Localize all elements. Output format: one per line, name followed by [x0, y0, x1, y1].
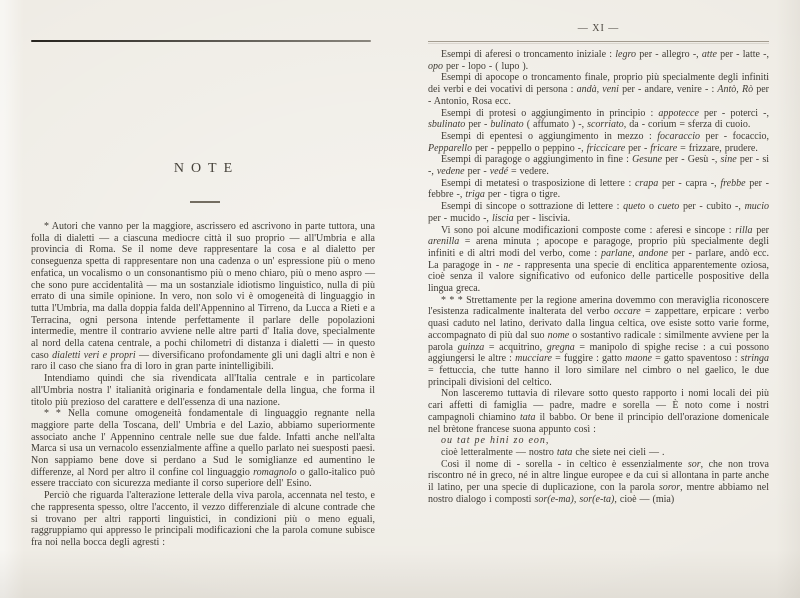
quote-translation: cioè letteralmente — nostro tata che siete nei cieli — . [441, 446, 665, 458]
right-page [428, 0, 769, 598]
footnote-paragraph [31, 221, 375, 373]
paragraph-text: Intendiamo quindi che sia rivendicata all'Italia centrale e in particolare all'Umbria nostra l' italianità originaria e fondamentale della lingua, che forma il titolo più prezioso del carattere e dell'essenza di una nazione. [31, 373, 375, 408]
footnote-paragraph [428, 388, 769, 435]
footnote-paragraph [31, 408, 375, 490]
page-number: — XI — [577, 23, 620, 34]
footnote-paragraph [428, 72, 769, 107]
footnote-paragraph [428, 225, 769, 295]
paragraph-text: Perciò che riguarda l'alterazione letterale della viva parola, accennata nel testo, e che rappresenta spesso, oltre l'accento, il vezzo differenziale di alcune contrade che si trovano per altri rapporti linguistici, in condizioni più o meno eguali, raggruppiamo qui appresso le principali modificazioni che la parola comune subisce fra noi nella bocca degli agresti : [31, 490, 375, 548]
footnote-paragraph [428, 131, 769, 154]
footnote-paragraph [428, 201, 769, 224]
footnote-marker: * * [44, 408, 68, 420]
paragraph-text: Esempi di aferesi o troncamento iniziale : legro per - allegro -, atte per - latte -, opo per - lopo - ( lupo ). [428, 49, 770, 72]
breton-quote: ou tat pe hini zo eon, [441, 435, 550, 447]
notes-title-underline [190, 201, 220, 203]
footnote-paragraph: Così il nome di - sorella - in celtico è essenzialmente sor, che non trova riscontro né in greco, né in altre lingue europee e da cui si allontana in parte anche il latino, per una specie di duplicazione, con la parola soror, mentre abbiamo nel nostro dialogo i composti sor(e-ma), sor(e-ta), cioè — (mia) [428, 458, 769, 505]
notes-title: NOTE [173, 161, 240, 176]
footnote-paragraph [428, 178, 769, 201]
footnote-paragraph [31, 373, 375, 408]
paragraph-text: Non lasceremo tuttavia di rilevare sotto questo rapporto i nomi locali dei più cari affetti di famiglia — padre, madre e sorella — È noto come i nostri campagnoli chiamino tata il babbo. Or bene il principio dell'orazione domenicale nel brètone francese suona appunto così : [428, 388, 769, 435]
footnote-paragraph [428, 154, 769, 177]
footnote-paragraph [428, 295, 769, 389]
paragraph-text: Esempi di sincope o sottrazione di lettere : queto o cueto per - cubito -, mucio per - mucido -, liscia per - liscivia. [428, 201, 770, 224]
left-page-header-rule [31, 40, 371, 42]
paragraph-text: Esempi di metatesi o trasposizione di lettere : crapa per - capra -, frebbe per - febbre -, triga per - tigra o tigre. [428, 177, 769, 201]
footnote-marker: * * * [441, 294, 467, 306]
footnote-marker: * [44, 221, 52, 232]
footnote-paragraph [428, 49, 769, 72]
paragraph-text: Esempi di paragoge o aggiungimento in fine : Gesune per - Gesù -, sine per - si -, vedene per - vedé = vedere. [428, 154, 769, 178]
right-page-header-rule [428, 41, 769, 42]
paragraph-text: Esempi di protesi o aggiungimento in principio : appotecce per - poterci -, sbulinato per - bulinato ( affumato ) -, scorriato, da - corium = sferza di cuoio. [428, 107, 769, 131]
paragraph-text: Autori che vanno per la maggiore, ascrissero ed ascrivono in parte tuttora, una folla di dialetti — a ciascuna mediocre città il suo proprio — all'Umbria e alla provincia di Roma. Se il nome deve rappresentare la cosa e al dialetto per conseguenza spetta di rappresentare non una cadenza o un' espressione più o meno enfatica, un vocalismo o un consonantismo più o meno chiaro, più o meno aspro — che sono pure accidentalità — ma un sostanziale idiotismo linguistico, nulla di più errato di una simile opinione. In vero, non solo vi è omogeneità di linguaggio in tutta l'Umbria, ma dalla doppia falda dell'Appennino al Tirreno, da Lucca a Rieti e a Terracina, ogni persona intende perfettamente il parlare delle popolazioni intermedie, mentre il contrario avviene nelle altre parti d' Italia dove, specialmente al nord della catena centrale, a pochi chilometri di distanza i dialetti — in questo caso dialetti veri e propri — diversificano profondamente gli uni dagli altri e non è raro il caso che siano fra di loro in gran parte inintelligibili. [31, 221, 375, 373]
paragraph-text: Vi sono poi alcune modificazioni composte come : aferesi e sincope : rilla per arenilla = arena minuta ; apocope e paragoge, proprio più specialmente degli infiniti e di altri modi del verbo, come : parlane, andone per - parlare, andò ecc. La paragoge in - ne - rappresenta una specie di enclitica apparentemente oziosa, cioè senza il valore significativo od eufonico delle particelle pospositive della lingua greca. [428, 224, 769, 295]
footnote-paragraph [31, 490, 375, 549]
left-page [31, 0, 375, 598]
paragraph-text: Strettamente per la regione amerina dovemmo con meraviglia riconoscere l'esistenza radicalmente inalterata del verbo occare = zappettare, erpicare : verbo quasi caduto nel latino, derivato dalla lingua celtica, ove esiste sotto varie forme, accompagnato di più dal suo nome o sostantivo radicale : similmente avviene per la parola guinza = acquitrino, gregna = manipolo di spighe recise : a cui possono aggiungersi le altre : mucciare = fuggire : gatto maone = gatto spaventoso : stringa = fettuccia, che tutte hanno il loro similare nel cimbro o nel gaelico, le due principali divisioni del celtico. [428, 294, 770, 388]
paragraph-text: Nella comune omogeneità fondamentale di linguaggio regnante nella maggiore parte della Toscana, dell' Umbria e del Lazio, abbiamo superiormente associato anche l' Appennino centrale nelle sue due falde. Infatti anche nell'alta Marca si usa un vernacolo essenzialmente affine a quello parlato nei suesposti paesi. Non sappiamo bene dove si perdano a Sud le somiglianze ed aumentino le differenze, al Nord per altro il confine col linguaggio romagnolo o gallo-italico può essere tracciato con sicurezza mediante il corso superiore dell' Esino. [31, 408, 375, 490]
paragraph-text: Esempi di epentesi o aggiungimento in mezzo : focaraccio per - focaccio, Pepparello per - peppello o peppino -, friccicare per - fricare = frizzare, prudere. [428, 130, 769, 154]
paragraph-text: Esempi di apocope o troncamento finale, proprio più specialmente degli infiniti dei verbi e dei vocativi di persona : andà, veni per - andare, venire - : Antò, Rò per - Antonio, Rosa ecc. [428, 72, 770, 107]
footnote-paragraph [428, 108, 769, 131]
right-text-block [428, 49, 769, 505]
left-text-block [31, 221, 375, 549]
